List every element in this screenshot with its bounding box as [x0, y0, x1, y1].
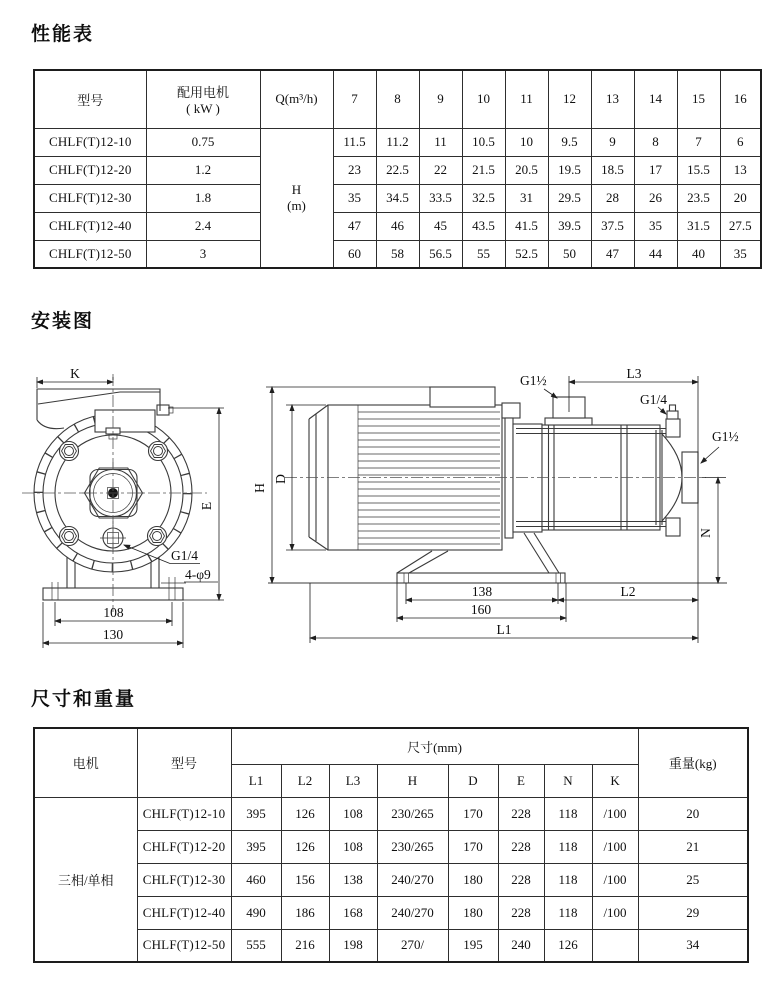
cell-model: CHLF(T)12-20 [137, 830, 231, 863]
flow-header: 13 [591, 70, 634, 128]
cell-value: 22 [419, 156, 462, 184]
cell-value: 21.5 [462, 156, 505, 184]
installation-section-title: 安装图 [31, 311, 95, 332]
bolt-hole [60, 442, 79, 461]
cell-value: 395 [231, 830, 281, 863]
cell-value: 20 [720, 184, 761, 212]
cell-value: 26 [634, 184, 677, 212]
cell-value: /100 [592, 830, 638, 863]
cell-value: 118 [544, 797, 592, 830]
dim-header: K [592, 764, 638, 797]
cell-value: /100 [592, 896, 638, 929]
cell-value: 58 [376, 240, 419, 268]
dim-header: N [544, 764, 592, 797]
cell-value: 228 [498, 830, 544, 863]
cell-value: 180 [448, 896, 498, 929]
dim-header: H [377, 764, 448, 797]
cell-value: 34.5 [376, 184, 419, 212]
col-header-motor-line1: 配用电机 [176, 84, 229, 100]
cell-value: 37.5 [591, 212, 634, 240]
dim-label-holes: 4-φ9 [185, 567, 211, 582]
flow-header: 8 [376, 70, 419, 128]
cell-value: 170 [448, 830, 498, 863]
cell-power: 1.8 [146, 184, 260, 212]
cell-value: 46 [376, 212, 419, 240]
dim-label-g112-right: G1½ [712, 429, 739, 444]
dim-label-l1: L1 [496, 622, 512, 637]
cell-value: 228 [498, 863, 544, 896]
cell-power: 3 [146, 240, 260, 268]
cell-value: 11 [419, 128, 462, 156]
dim-row [34, 896, 748, 929]
cell-weight: 29 [638, 896, 748, 929]
flow-header: 10 [462, 70, 505, 128]
cell-value: 31.5 [677, 212, 720, 240]
cell-motor-type: 三相/单相 [34, 797, 137, 962]
col-header-motor [146, 70, 260, 128]
dim-label-l2: L2 [620, 584, 636, 599]
cell-value: 15.5 [677, 156, 720, 184]
bolt-hole [148, 527, 167, 546]
cell-value: 29.5 [548, 184, 591, 212]
dim-header-row1 [34, 728, 748, 764]
cell-value: 490 [231, 896, 281, 929]
installation-diagram [0, 348, 780, 660]
terminal-box-front [95, 410, 155, 432]
cell-value: 228 [498, 896, 544, 929]
cell-power: 1.2 [146, 156, 260, 184]
dim-row [34, 830, 748, 863]
cell-value: 33.5 [419, 184, 462, 212]
cell-model: CHLF(T)12-10 [34, 128, 146, 156]
cell-value: 45 [419, 212, 462, 240]
cell-value: 55 [462, 240, 505, 268]
dim-label-g14-front: G1/4 [171, 548, 198, 563]
performance-table [33, 69, 762, 269]
dim-label-138: 138 [471, 584, 493, 599]
cell-value: 10.5 [462, 128, 505, 156]
cell-value: 126 [281, 830, 329, 863]
flow-header: 16 [720, 70, 761, 128]
cell-value: 18.5 [591, 156, 634, 184]
cell-weight: 21 [638, 830, 748, 863]
dim-label-108: 108 [103, 605, 124, 620]
dim-label-h: H [252, 483, 267, 493]
dim-label-g112-top: G1½ [520, 373, 547, 388]
cell-value: 11.5 [333, 128, 376, 156]
perf-row [34, 128, 761, 156]
perf-row [34, 212, 761, 240]
cell-value: 108 [329, 797, 377, 830]
dim-header: L2 [281, 764, 329, 797]
flow-header: 7 [333, 70, 376, 128]
head-unit-line2: (m) [287, 197, 306, 213]
dim-label-k: K [70, 366, 80, 381]
perf-row [34, 184, 761, 212]
cell-value: 9.5 [548, 128, 591, 156]
cell-value: 35 [333, 184, 376, 212]
dim-header: E [498, 764, 544, 797]
cell-value: 118 [544, 896, 592, 929]
cell-head-unit [260, 128, 333, 268]
cell-weight: 20 [638, 797, 748, 830]
cell-value: 138 [329, 863, 377, 896]
cell-weight: 25 [638, 863, 748, 896]
col-header-motor-type: 电机 [34, 728, 137, 797]
cell-value: 23.5 [677, 184, 720, 212]
dim-header: L3 [329, 764, 377, 797]
cell-value: 118 [544, 863, 592, 896]
col-header-weight: 重量(kg) [638, 728, 748, 797]
cell-value: 8 [634, 128, 677, 156]
cell-value: 50 [548, 240, 591, 268]
cell-value: 22.5 [376, 156, 419, 184]
cell-value: 19.5 [548, 156, 591, 184]
dim-label-g14-side: G1/4 [640, 392, 667, 407]
performance-section-title: 性能表 [31, 24, 95, 45]
cell-value: 39.5 [548, 212, 591, 240]
cell-value: 126 [544, 929, 592, 962]
cell-value: 198 [329, 929, 377, 962]
cell-value: 170 [448, 797, 498, 830]
cell-value: 118 [544, 830, 592, 863]
cell-power: 2.4 [146, 212, 260, 240]
air-valve [667, 411, 678, 419]
cell-model: CHLF(T)12-30 [34, 184, 146, 212]
cell-value: 228 [498, 797, 544, 830]
col-header-flow: Q(m³/h) [260, 70, 333, 128]
col-header-model: 型号 [137, 728, 231, 797]
cell-value: 9 [591, 128, 634, 156]
cell-value: 17 [634, 156, 677, 184]
cell-value [592, 929, 638, 962]
cell-value: 11.2 [376, 128, 419, 156]
flow-header: 9 [419, 70, 462, 128]
dim-label-d: D [273, 474, 288, 484]
flow-header: 11 [505, 70, 548, 128]
cell-value: 40 [677, 240, 720, 268]
cell-value: 240/270 [377, 896, 448, 929]
cell-value: 23 [333, 156, 376, 184]
bolt-hole [149, 442, 168, 461]
dimensions-section-title: 尺寸和重量 [31, 689, 137, 710]
cell-value: /100 [592, 863, 638, 896]
cell-value: 7 [677, 128, 720, 156]
perf-header-row [34, 70, 761, 128]
cell-model: CHLF(T)12-50 [34, 240, 146, 268]
cell-value: 13 [720, 156, 761, 184]
cell-value: 156 [281, 863, 329, 896]
cell-value: 6 [720, 128, 761, 156]
terminal-box-side [430, 387, 495, 407]
dim-header: L1 [231, 764, 281, 797]
cell-model: CHLF(T)12-10 [137, 797, 231, 830]
cell-value: 52.5 [505, 240, 548, 268]
cell-value: 47 [333, 212, 376, 240]
cell-power: 0.75 [146, 128, 260, 156]
cell-value: 60 [333, 240, 376, 268]
flow-header: 12 [548, 70, 591, 128]
cell-value: 168 [329, 896, 377, 929]
cell-value: 180 [448, 863, 498, 896]
col-header-model: 型号 [34, 70, 146, 128]
dimensions-table [33, 727, 749, 963]
cell-weight: 34 [638, 929, 748, 962]
cell-value: 41.5 [505, 212, 548, 240]
flow-header: 14 [634, 70, 677, 128]
perf-row [34, 240, 761, 268]
perf-row [34, 156, 761, 184]
cell-value: 230/265 [377, 797, 448, 830]
base-plate [397, 573, 565, 583]
cell-value: 43.5 [462, 212, 505, 240]
dim-label-130: 130 [102, 627, 124, 642]
cell-value: 186 [281, 896, 329, 929]
dim-label-n: N [698, 528, 713, 538]
col-header-motor-line2: ( kW ) [186, 100, 220, 116]
cell-value: 32.5 [462, 184, 505, 212]
cell-value: 395 [231, 797, 281, 830]
side-view-drawing [252, 366, 739, 643]
dim-row [34, 797, 748, 830]
cell-value: 35 [720, 240, 761, 268]
cell-value: 108 [329, 830, 377, 863]
cell-value: 31 [505, 184, 548, 212]
bolt-hole [60, 527, 79, 546]
cell-value: 47 [591, 240, 634, 268]
front-view-drawing [22, 366, 224, 648]
dim-label-l3: L3 [626, 366, 642, 381]
cell-value: 240 [498, 929, 544, 962]
col-header-dimensions: 尺寸(mm) [231, 728, 638, 764]
cell-value: 126 [281, 797, 329, 830]
cell-value: 240/270 [377, 863, 448, 896]
head-unit-line1: H [291, 181, 302, 197]
flow-header: 15 [677, 70, 720, 128]
cell-model: CHLF(T)12-40 [34, 212, 146, 240]
dim-row [34, 929, 748, 962]
cell-value: 44 [634, 240, 677, 268]
cell-value: 195 [448, 929, 498, 962]
dim-label-e: E [199, 501, 214, 511]
cell-value: 27.5 [720, 212, 761, 240]
cell-value: /100 [592, 797, 638, 830]
cell-value: 35 [634, 212, 677, 240]
cell-model: CHLF(T)12-30 [137, 863, 231, 896]
cell-value: 460 [231, 863, 281, 896]
dim-header: D [448, 764, 498, 797]
cell-model: CHLF(T)12-50 [137, 929, 231, 962]
cell-value: 10 [505, 128, 548, 156]
cell-model: CHLF(T)12-20 [34, 156, 146, 184]
cell-value: 230/265 [377, 830, 448, 863]
cell-value: 20.5 [505, 156, 548, 184]
dim-row [34, 863, 748, 896]
cell-value: 270/ [377, 929, 448, 962]
cell-value: 56.5 [419, 240, 462, 268]
cell-value: 555 [231, 929, 281, 962]
cell-value: 28 [591, 184, 634, 212]
cell-value: 216 [281, 929, 329, 962]
dim-label-160: 160 [470, 602, 492, 617]
cell-model: CHLF(T)12-40 [137, 896, 231, 929]
